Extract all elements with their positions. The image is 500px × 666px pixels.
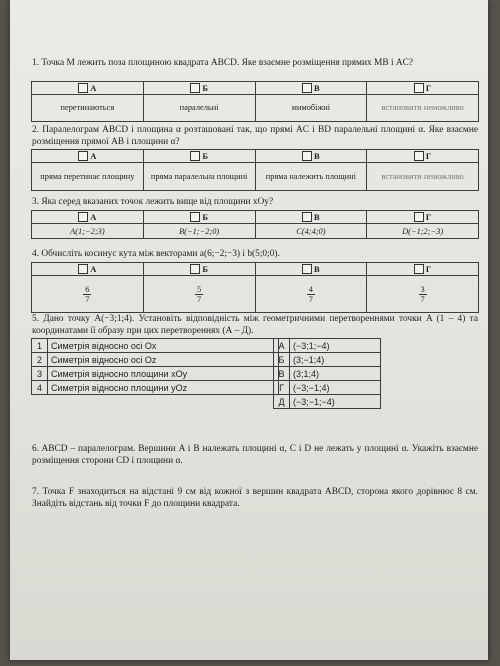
answer-d	[367, 276, 479, 313]
row-number: 3	[32, 367, 48, 381]
option-a-header[interactable]: А	[32, 150, 144, 163]
answer-b: пряма паралельна площині	[143, 163, 255, 191]
coordinates: (3;1;4)	[290, 367, 381, 381]
worksheet-page	[10, 0, 488, 660]
option-d-header[interactable]: Г	[367, 211, 479, 224]
checkbox[interactable]	[78, 83, 88, 93]
question-1-text: 1. Точка M лежить поза площиною квадрата ABCD. Яке взаємне розміщення прямих MB і AC?	[32, 58, 414, 68]
option-c-header[interactable]: В	[255, 211, 367, 224]
checkbox[interactable]	[78, 151, 88, 161]
option-c-header[interactable]: В	[255, 82, 367, 95]
option-b-header[interactable]: Б	[143, 263, 255, 276]
checkbox[interactable]	[78, 212, 88, 222]
checkbox[interactable]	[414, 264, 424, 274]
option-d-header[interactable]: Г	[367, 82, 479, 95]
option-b-header[interactable]: Б	[143, 211, 255, 224]
option-b-header[interactable]: Б	[143, 150, 255, 163]
answer-a: пряма перетинає площину	[32, 163, 144, 191]
checkbox[interactable]	[414, 83, 424, 93]
question-2-options	[31, 149, 479, 191]
row-letter: В	[274, 367, 290, 381]
checkbox[interactable]	[414, 151, 424, 161]
option-c-header[interactable]: В	[255, 263, 367, 276]
answer-b: B(−1;−2;0)	[143, 224, 255, 239]
transformation: Симетрія відносно площини xOy	[48, 367, 279, 381]
coordinates: (3;−1;4)	[290, 353, 381, 367]
checkbox[interactable]	[190, 212, 200, 222]
coordinates: (−3;−1;4)	[290, 381, 381, 395]
transformation: Симетрія відносно осі Ox	[48, 339, 279, 353]
question-3-options	[31, 210, 479, 239]
coordinates-table	[273, 338, 381, 409]
question-3-text: 3. Яка серед вказаних точок лежить вище від площини xOy?	[32, 197, 274, 207]
checkbox[interactable]	[302, 212, 312, 222]
question-7-text: 7. Точка F знаходиться на відстані 9 см від кожної з вершин квадрата ABCD, сторона якого дорівнює 8 см. Знайдіть відстань від точки F до площини квадрата.	[32, 487, 478, 509]
option-a-header[interactable]: А	[32, 211, 144, 224]
row-number: 4	[32, 381, 48, 395]
answer-a: перетинаються	[32, 95, 144, 122]
question-6-text: 6. ABCD – паралелограм. Вершини A і B належать площині α, C і D не лежать у площині α. Укажіть взаємне розміщення сторони CD і площини α.	[32, 444, 478, 466]
question-2-text: 2. Паралелограм ABCD і площина α розташовані так, що прямі AC і BD паралельні площині α. Яке взаємне розміщення прямої AB і площини α?	[32, 125, 478, 147]
answer-d: D(−1;2;−3)	[367, 224, 479, 239]
question-4-text: 4. Обчисліть косинус кута між векторами a(6;−2;−3) і b(5;0;0).	[32, 249, 280, 259]
transformations-table	[31, 338, 279, 395]
checkbox[interactable]	[190, 83, 200, 93]
question-5-text: 5. Дано точку A(−3;1;4). Установіть відповідність між геометричними перетвореннями точки A (1 – 4) та координатами її образу при цих перетвореннях (А – Д).	[32, 314, 478, 336]
checkbox[interactable]	[190, 151, 200, 161]
answer-b	[143, 276, 255, 313]
answer-b: паралельні	[143, 95, 255, 122]
checkbox[interactable]	[302, 83, 312, 93]
checkbox[interactable]	[414, 212, 424, 222]
row-letter: Д	[274, 395, 290, 409]
answer-a: A(1;−2;3)	[32, 224, 144, 239]
fraction: $\frac{6}{7}$	[85, 284, 90, 304]
row-letter: Б	[274, 353, 290, 367]
row-letter: А	[274, 339, 290, 353]
coordinates: (−3;−1;−4)	[290, 395, 381, 409]
transformation: Симетрія відносно площини yOz	[48, 381, 279, 395]
option-b-header[interactable]: Б	[143, 82, 255, 95]
answer-d: встановити неможливо	[367, 95, 479, 122]
option-c-header[interactable]: В	[255, 150, 367, 163]
checkbox[interactable]	[190, 264, 200, 274]
row-number: 1	[32, 339, 48, 353]
checkbox[interactable]	[78, 264, 88, 274]
answer-c: пряма належить площині	[255, 163, 367, 191]
question-1-options	[31, 81, 479, 122]
row-number: 2	[32, 353, 48, 367]
fraction: $\frac{4}{7}$	[308, 284, 313, 304]
answer-c	[255, 276, 367, 313]
option-d-header[interactable]: Г	[367, 150, 479, 163]
checkbox[interactable]	[302, 151, 312, 161]
option-a-header[interactable]: А	[32, 82, 144, 95]
row-letter: Г	[274, 381, 290, 395]
answer-c: мимобіжні	[255, 95, 367, 122]
fraction: $\frac{5}{7}$	[197, 284, 202, 304]
answer-c: C(4;4;0)	[255, 224, 367, 239]
answer-a	[32, 276, 144, 313]
transformation: Симетрія відносно осі Oz	[48, 353, 279, 367]
question-4-options	[31, 262, 479, 313]
fraction: $\frac{3}{7}$	[420, 284, 425, 304]
coordinates: (−3;1;−4)	[290, 339, 381, 353]
answer-d: встановити неможливо	[367, 163, 479, 191]
checkbox[interactable]	[302, 264, 312, 274]
option-a-header[interactable]: А	[32, 263, 144, 276]
option-d-header[interactable]: Г	[367, 263, 479, 276]
